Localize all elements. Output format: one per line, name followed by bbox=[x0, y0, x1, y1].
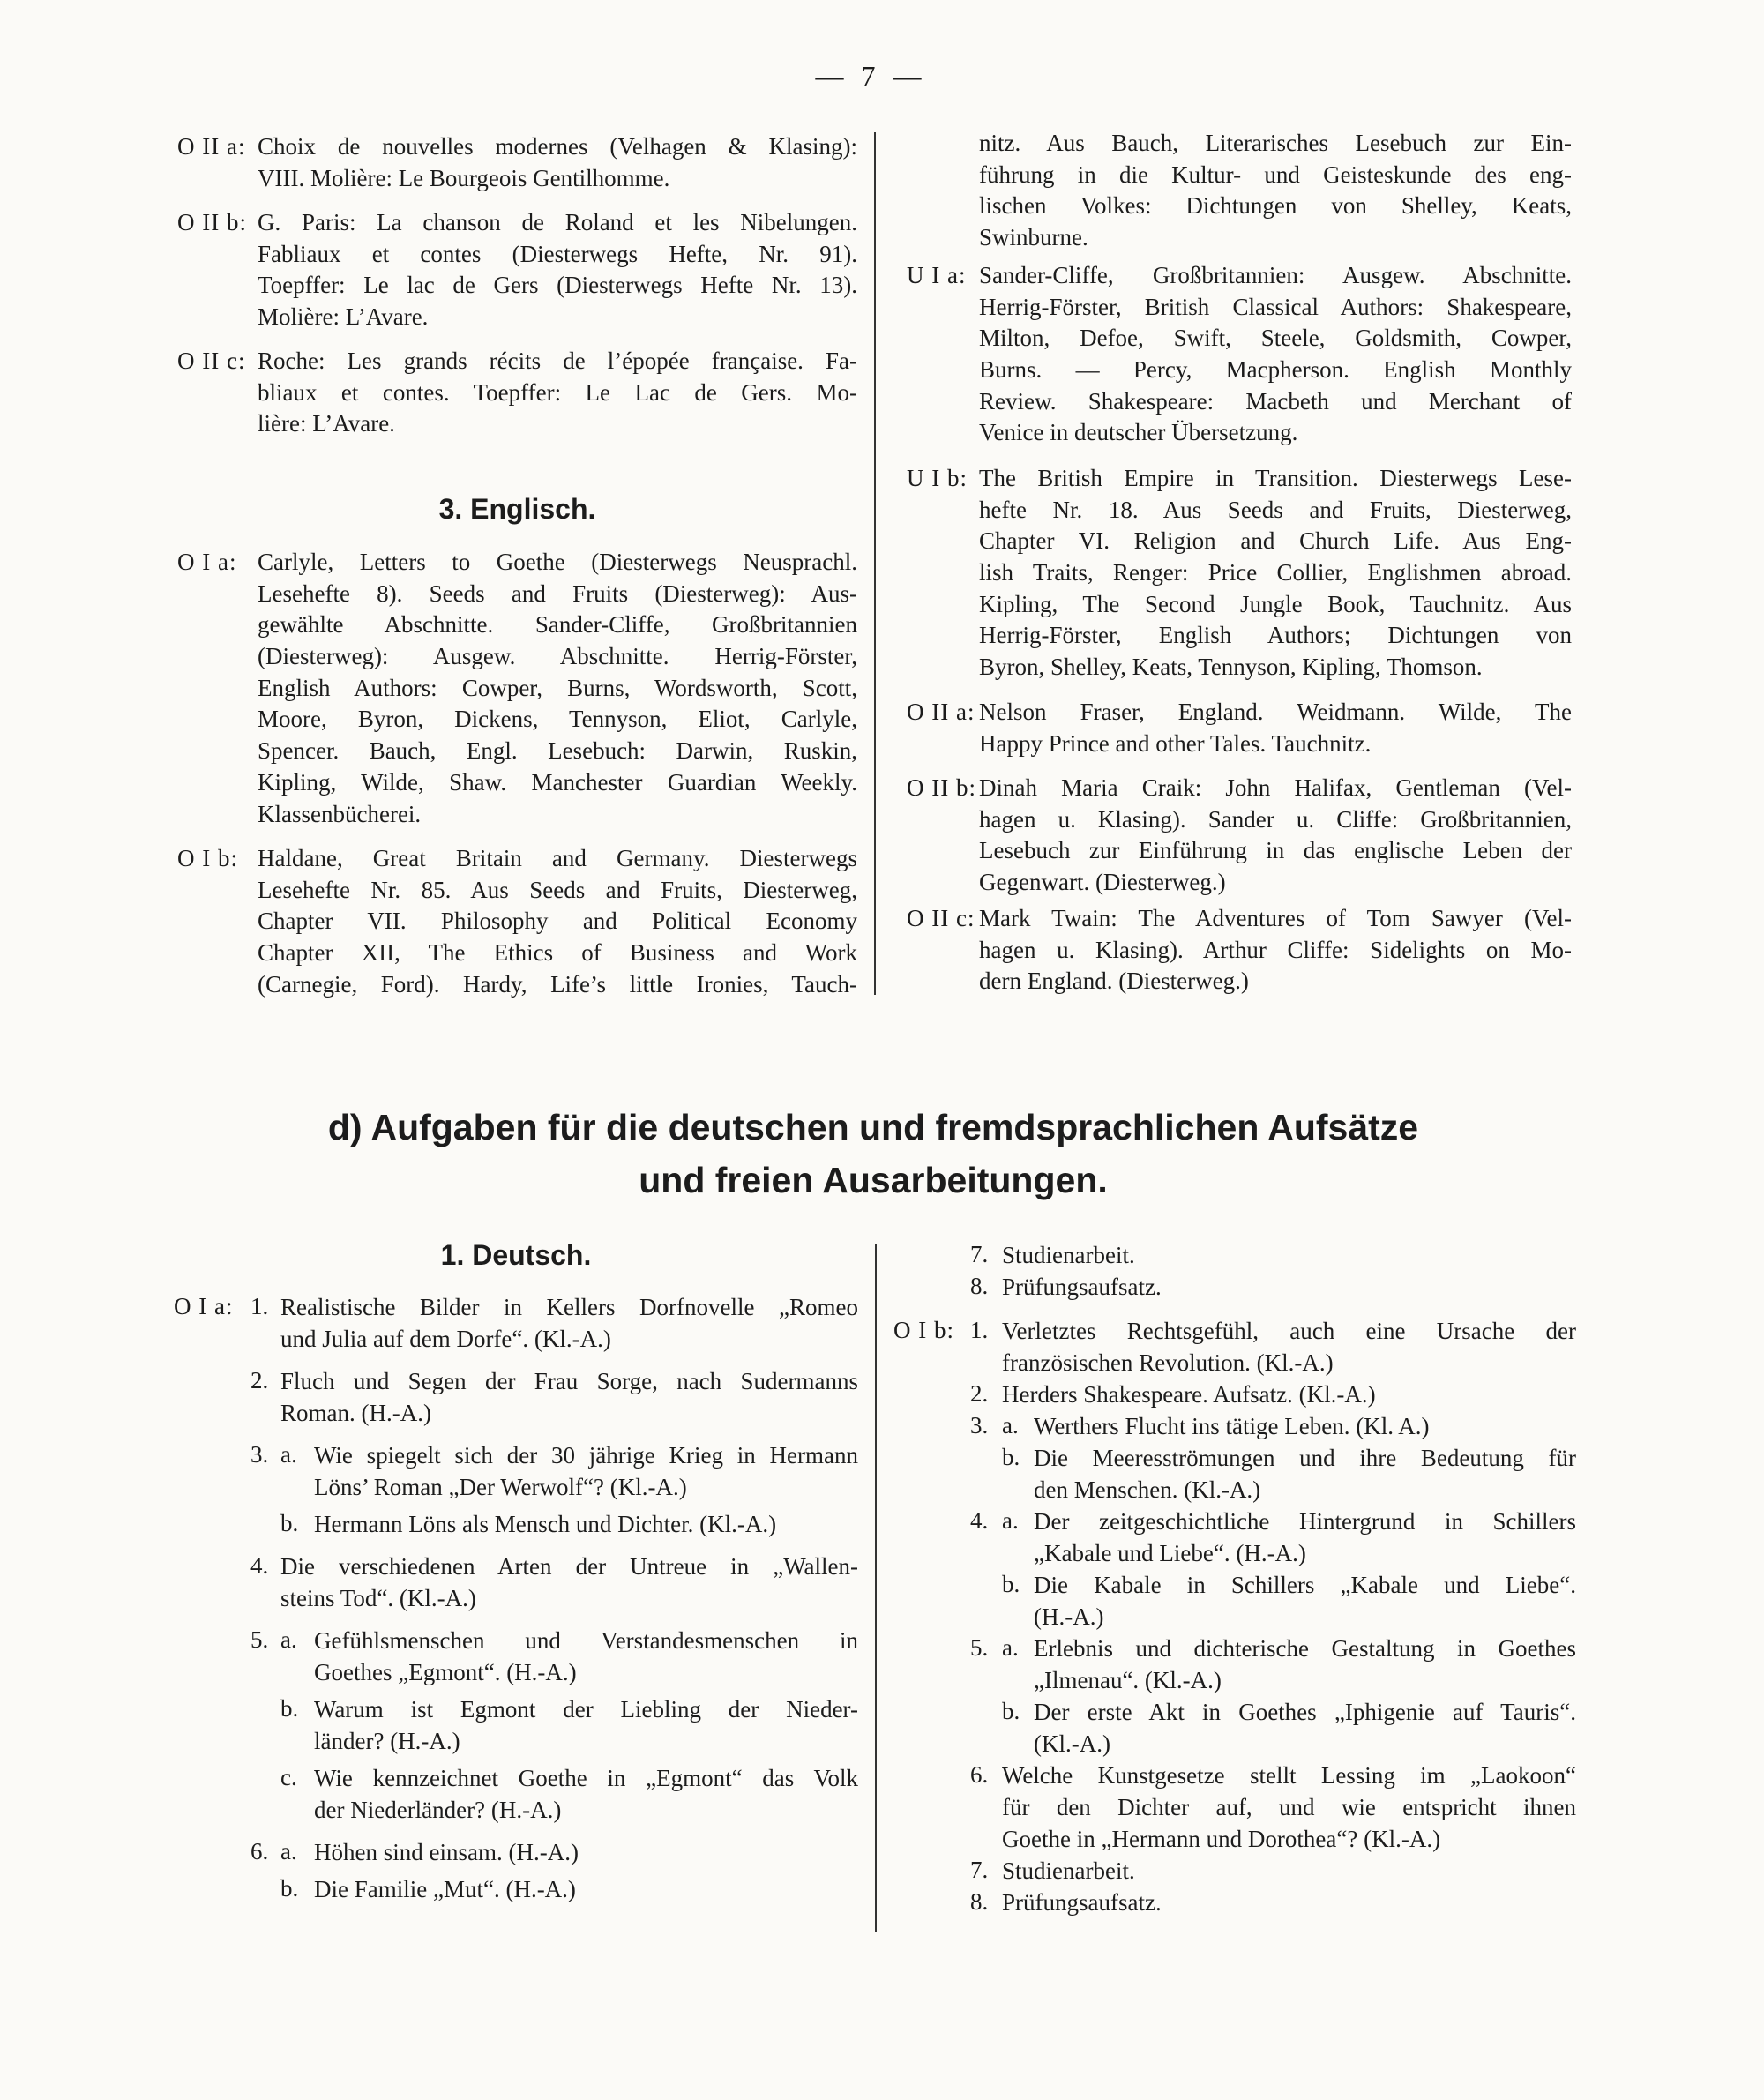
text-line: Moore, Byron, Dickens, Tennyson, Eliot, Carlyle, bbox=[258, 706, 857, 733]
entry-text bbox=[258, 547, 857, 830]
text-line: (H.-A.) bbox=[1034, 1603, 1104, 1630]
item-number: 6. bbox=[970, 1761, 989, 1788]
item-text bbox=[1034, 1633, 1576, 1696]
entry-text bbox=[258, 207, 857, 333]
item-text bbox=[1034, 1410, 1576, 1442]
column-divider-bottom bbox=[875, 1244, 877, 1932]
text-line: Haldane, Great Britain and Germany. Diesterwegs bbox=[258, 845, 857, 871]
essay-item bbox=[174, 1873, 858, 1905]
item-sub-letter: b. bbox=[280, 1875, 299, 1902]
class-label: O I a: bbox=[177, 549, 237, 575]
essay-item bbox=[174, 1291, 858, 1355]
text-line: bliaux et contes. Toepffer: Le Lac de Gers. Mo- bbox=[258, 378, 857, 406]
text-line: Lesehefte 8). Seeds and Fruits (Diesterweg): Aus- bbox=[258, 579, 857, 607]
text-line: G. Paris: La chanson de Roland et les Nibelungen. bbox=[258, 209, 857, 235]
essay-item bbox=[893, 1239, 1576, 1271]
item-number: 5. bbox=[970, 1634, 989, 1661]
essay-item bbox=[893, 1887, 1576, 1918]
text-line: lière: L’Avare. bbox=[258, 410, 395, 437]
entry-text bbox=[979, 697, 1572, 759]
item-text bbox=[1002, 1887, 1576, 1918]
item-sub-letter: a. bbox=[280, 1838, 297, 1865]
item-number: 3. bbox=[970, 1412, 989, 1439]
text-line: Choix de nouvelles modernes (Velhagen & Klasing): bbox=[258, 133, 857, 160]
class-label: U I b: bbox=[907, 465, 968, 491]
text-line: Roche: Les grands récits de l’épopée française. Fa- bbox=[258, 348, 857, 374]
text-line: Spencer. Bauch, Engl. Lesebuch: Darwin, Ruskin, bbox=[258, 737, 857, 765]
entry-text bbox=[979, 903, 1572, 998]
text-line: Löns’ Roman „Der Werwolf“? (Kl.-A.) bbox=[314, 1474, 687, 1500]
item-text bbox=[314, 1439, 858, 1503]
item-text bbox=[1002, 1315, 1576, 1379]
item-sub-letter: c. bbox=[280, 1764, 297, 1790]
text-line: Toepffer: Le lac de Gers (Diesterwegs Hefte Nr. 13). bbox=[258, 272, 857, 299]
text-line: Herders Shakespeare. Aufsatz. (Kl.-A.) bbox=[1002, 1381, 1376, 1408]
text-line: (Carnegie, Ford). Hardy, Life’s little Ironies, Tauch- bbox=[258, 970, 857, 998]
entry-text bbox=[258, 843, 857, 1000]
item-text bbox=[1034, 1569, 1576, 1633]
essay-item bbox=[893, 1506, 1576, 1569]
class-label: U I a: bbox=[907, 262, 967, 288]
text-line: der Niederländer? (H.-A.) bbox=[314, 1797, 562, 1823]
item-number: 7. bbox=[970, 1857, 989, 1883]
text-line: Verletztes Rechtsgefühl, auch eine Ursache der bbox=[1002, 1318, 1576, 1344]
essay-item bbox=[174, 1365, 858, 1429]
text-line: Goethe in „Hermann und Dorothea“? (Kl.-A.) bbox=[1002, 1826, 1441, 1852]
text-line: Die Meeresströmungen und ihre Bedeutung für bbox=[1034, 1445, 1576, 1471]
essay-item bbox=[174, 1762, 858, 1826]
text-line: Herrig-Förster, British Classical Authors: Shakespeare, bbox=[979, 293, 1572, 320]
text-line: Carlyle, Letters to Goethe (Diesterwegs Neusprachl. bbox=[258, 549, 857, 575]
text-line: Die verschiedenen Arten der Untreue in „Wallen- bbox=[280, 1553, 858, 1580]
text-line: Höhen sind einsam. (H.-A.) bbox=[314, 1839, 579, 1865]
entry bbox=[177, 131, 857, 194]
text-line: Kipling, Wilde, Shaw. Manchester Guardian Weekly. bbox=[258, 768, 857, 796]
essay-item bbox=[174, 1625, 858, 1688]
entry bbox=[907, 903, 1572, 998]
item-sub-letter: a. bbox=[280, 1626, 297, 1653]
section-heading: 3. Englisch. bbox=[438, 493, 596, 525]
text-line: Dinah Maria Craik: John Halifax, Gentleman (Vel- bbox=[979, 774, 1572, 801]
item-text bbox=[1002, 1855, 1576, 1887]
entry bbox=[907, 697, 1572, 759]
text-line: VIII. Molière: Le Bourgeois Gentilhomme. bbox=[258, 164, 670, 191]
essay-item bbox=[174, 1693, 858, 1757]
text-line: Chapter XII, The Ethics of Business and Work bbox=[258, 939, 857, 967]
text-line: Werthers Flucht ins tätige Leben. (Kl. A.) bbox=[1034, 1413, 1430, 1439]
entry bbox=[907, 260, 1572, 449]
item-text bbox=[1034, 1442, 1576, 1506]
text-line: Goethes „Egmont“. (H.-A.) bbox=[314, 1659, 577, 1685]
text-line: hagen u. Klasing). Sander u. Cliffe: Großbritannien, bbox=[979, 805, 1572, 833]
class-label: O II a: bbox=[177, 133, 246, 160]
text-line: Prüfungsaufsatz. bbox=[1002, 1274, 1162, 1300]
text-line: Fabliaux et contes (Diesterwegs Hefte, Nr. 91). bbox=[258, 240, 857, 267]
text-line: Herrig-Förster, English Authors; Dichtungen von bbox=[979, 622, 1572, 649]
section-d-title bbox=[0, 1101, 1746, 1207]
text-line: Gefühlsmenschen und Verstandesmenschen in bbox=[314, 1627, 858, 1654]
item-text bbox=[314, 1625, 858, 1688]
text-line: Warum ist Egmont der Liebling der Nieder- bbox=[314, 1696, 858, 1723]
item-text bbox=[1034, 1696, 1576, 1760]
class-label: O II a: bbox=[907, 699, 975, 725]
item-number: 7. bbox=[970, 1241, 989, 1267]
item-sub-letter: b. bbox=[1002, 1444, 1020, 1470]
entry bbox=[907, 773, 1572, 899]
page-number: — 7 — bbox=[815, 60, 927, 92]
item-sub-letter: b. bbox=[1002, 1698, 1020, 1724]
text-line: Mark Twain: The Adventures of Tom Sawyer (Vel- bbox=[979, 905, 1572, 931]
item-number: 1. bbox=[250, 1293, 269, 1319]
essay-item bbox=[893, 1271, 1576, 1303]
text-line: Erlebnis und dichterische Gestaltung in Goethes bbox=[1034, 1635, 1576, 1662]
text-line: „Kabale und Liebe“. (H.-A.) bbox=[1034, 1540, 1306, 1566]
text-line: Chapter VI. Religion and Church Life. Aus Eng- bbox=[979, 527, 1572, 555]
deutsch-heading: 1. Deutsch. bbox=[440, 1239, 592, 1271]
text-line: Fluch und Segen der Frau Sorge, nach Sudermanns bbox=[280, 1368, 858, 1394]
essay-item bbox=[893, 1633, 1576, 1696]
item-sub-letter: a. bbox=[1002, 1634, 1019, 1661]
entry bbox=[177, 346, 857, 440]
text-line: steins Tod“. (Kl.-A.) bbox=[280, 1585, 476, 1611]
item-number: 2. bbox=[970, 1380, 989, 1407]
text-line: Der zeitgeschichtliche Hintergrund in Schillers bbox=[1034, 1508, 1576, 1535]
essay-item bbox=[174, 1836, 858, 1868]
class-label: O I b: bbox=[893, 1317, 954, 1343]
text-line: Lesehefte Nr. 85. Aus Seeds and Fruits, Diesterweg, bbox=[258, 876, 857, 903]
essay-item bbox=[174, 1439, 858, 1503]
class-label: O I a: bbox=[174, 1293, 234, 1319]
essay-item bbox=[893, 1760, 1576, 1855]
text-line: „Ilmenau“. (Kl.-A.) bbox=[1034, 1667, 1222, 1693]
text-line: dern England. (Diesterweg.) bbox=[979, 968, 1249, 995]
item-text bbox=[1034, 1506, 1576, 1569]
entry bbox=[177, 843, 857, 1000]
essay-item bbox=[893, 1315, 1576, 1379]
essay-item bbox=[174, 1551, 858, 1614]
text-line: Roman. (H.-A.) bbox=[280, 1400, 431, 1426]
text-line: Happy Prince and other Tales. Tauchnitz. bbox=[979, 729, 1372, 757]
essay-item bbox=[174, 1508, 858, 1540]
item-text bbox=[314, 1508, 858, 1540]
class-label: O II b: bbox=[907, 774, 976, 801]
item-text bbox=[1002, 1271, 1576, 1303]
text-line: Review. Shakespeare: Macbeth und Merchant of bbox=[979, 387, 1572, 415]
text-line: Swinburne. bbox=[979, 224, 1088, 251]
text-line: Hermann Löns als Mensch und Dichter. (Kl.-A.) bbox=[314, 1511, 777, 1537]
class-label: O II c: bbox=[907, 905, 975, 931]
item-sub-letter: a. bbox=[1002, 1412, 1019, 1439]
text-line: für den Dichter auf, und wie entspricht ihnen bbox=[1002, 1794, 1576, 1820]
item-number: 8. bbox=[970, 1888, 989, 1915]
text-line: französischen Revolution. (Kl.-A.) bbox=[1002, 1349, 1334, 1376]
text-line: Studienarbeit. bbox=[1002, 1242, 1135, 1268]
item-text bbox=[314, 1762, 858, 1826]
item-text bbox=[280, 1365, 858, 1429]
item-text bbox=[1002, 1760, 1576, 1855]
bottom-left-column bbox=[174, 1291, 858, 1905]
text-line: Chapter VII. Philosophy and Political Economy bbox=[258, 908, 857, 935]
section-d-title-line-2: und freien Ausarbeitungen. bbox=[639, 1160, 1108, 1200]
entry-text bbox=[979, 260, 1572, 449]
item-text bbox=[314, 1873, 858, 1905]
text-line: Wie spiegelt sich der 30 jährige Krieg in Hermann bbox=[314, 1442, 858, 1469]
top-left-column bbox=[177, 0, 857, 1058]
text-line: Kipling, The Second Jungle Book, Tauchnitz. Aus bbox=[979, 590, 1572, 617]
text-line: Burns. — Percy, Macpherson. English Monthly bbox=[979, 356, 1572, 384]
essay-item bbox=[893, 1696, 1576, 1760]
text-line: Molière: L’Avare. bbox=[258, 303, 429, 331]
section-d-title-line-1: d) Aufgaben für die deutschen und fremdsprachlichen Aufsätze bbox=[327, 1107, 1419, 1147]
text-line: gewählte Abschnitte. Sander-Cliffe, Großbritannien bbox=[258, 611, 857, 639]
entry-text bbox=[979, 128, 1572, 254]
item-text bbox=[1002, 1239, 1576, 1271]
class-label: O II c: bbox=[177, 348, 246, 374]
text-line: länder? (H.-A.) bbox=[314, 1728, 460, 1754]
entry bbox=[907, 128, 1572, 254]
text-line: den Menschen. (Kl.-A.) bbox=[1034, 1476, 1261, 1503]
item-text bbox=[314, 1836, 858, 1868]
bottom-right-column bbox=[893, 1239, 1576, 1918]
item-number: 3. bbox=[250, 1441, 269, 1468]
entry-text bbox=[258, 131, 857, 194]
item-sub-letter: a. bbox=[280, 1441, 297, 1468]
item-sub-letter: b. bbox=[280, 1510, 299, 1536]
text-line: Sander-Cliffe, Großbritannien: Ausgew. Abschnitte. bbox=[979, 262, 1572, 288]
text-line: Venice in deutscher Übersetzung. bbox=[979, 419, 1298, 446]
item-number: 5. bbox=[250, 1626, 269, 1653]
item-number: 1. bbox=[970, 1317, 989, 1343]
item-sub-letter: b. bbox=[1002, 1571, 1020, 1597]
item-number: 6. bbox=[250, 1838, 269, 1865]
text-line: (Diesterweg): Ausgew. Abschnitte. Herrig-Förster, bbox=[258, 643, 857, 670]
class-label: O II b: bbox=[177, 209, 247, 235]
text-line: Gegenwart. (Diesterweg.) bbox=[979, 869, 1226, 896]
essay-item bbox=[893, 1379, 1576, 1410]
class-label: O I b: bbox=[177, 845, 238, 871]
item-sub-letter: a. bbox=[1002, 1507, 1019, 1534]
text-line: Prüfungsaufsatz. bbox=[1002, 1889, 1162, 1916]
entry-text bbox=[979, 773, 1572, 899]
text-line: English Authors: Cowper, Burns, Wordsworth, Scott, bbox=[258, 674, 857, 701]
entry bbox=[177, 207, 857, 333]
essay-item bbox=[893, 1569, 1576, 1633]
text-line: Milton, Defoe, Swift, Steele, Goldsmith, Cowper, bbox=[979, 325, 1572, 352]
text-line: (Kl.-A.) bbox=[1034, 1730, 1110, 1757]
top-right-column bbox=[907, 0, 1572, 1058]
text-line: Der erste Akt in Goethes „Iphigenie auf Tauris“. bbox=[1034, 1699, 1576, 1725]
text-line: hefte Nr. 18. Aus Seeds and Fruits, Diesterweg, bbox=[979, 496, 1572, 523]
item-number: 8. bbox=[970, 1273, 989, 1299]
item-number: 2. bbox=[250, 1367, 269, 1394]
item-text bbox=[1002, 1379, 1576, 1410]
text-line: hagen u. Klasing). Arthur Cliffe: Sidelights on Mo- bbox=[979, 936, 1572, 963]
entry bbox=[907, 463, 1572, 684]
text-line: Klassenbücherei. bbox=[258, 800, 422, 827]
text-line: Nelson Fraser, England. Weidmann. Wilde, The bbox=[979, 699, 1572, 725]
text-line: The British Empire in Transition. Diesterwegs Lese- bbox=[979, 465, 1572, 491]
text-line: Die Kabale in Schillers „Kabale und Liebe“. bbox=[1034, 1572, 1576, 1598]
deutsch-heading-wrap bbox=[174, 1237, 858, 1273]
entry-text bbox=[979, 463, 1572, 684]
text-line: Lesebuch zur Einführung in das englische Leben der bbox=[979, 837, 1572, 864]
entry-text bbox=[258, 346, 857, 440]
text-line: und Julia auf dem Dorfe“. (Kl.-A.) bbox=[280, 1326, 611, 1352]
text-line: Studienarbeit. bbox=[1002, 1857, 1135, 1884]
column-divider-top bbox=[874, 132, 876, 995]
text-line: Die Familie „Mut“. (H.-A.) bbox=[314, 1876, 576, 1902]
text-line: lischen Volkes: Dichtungen von Shelley, Keats, bbox=[979, 192, 1572, 220]
item-text bbox=[280, 1551, 858, 1614]
text-line: lish Traits, Renger: Price Collier, Englishmen abroad. bbox=[979, 559, 1572, 587]
entry bbox=[177, 547, 857, 830]
text-line: Realistische Bilder in Kellers Dorfnovelle „Romeo bbox=[280, 1294, 858, 1320]
essay-item bbox=[893, 1442, 1576, 1506]
essay-item bbox=[893, 1410, 1576, 1442]
text-line: führung in die Kultur- und Geisteskunde des eng- bbox=[979, 161, 1572, 188]
item-sub-letter: b. bbox=[280, 1695, 299, 1722]
item-number: 4. bbox=[250, 1552, 269, 1579]
item-text bbox=[314, 1693, 858, 1757]
item-number: 4. bbox=[970, 1507, 989, 1534]
text-line: nitz. Aus Bauch, Literarisches Lesebuch zur Ein- bbox=[979, 130, 1572, 156]
text-line: Byron, Shelley, Keats, Tennyson, Kipling, Thomson. bbox=[979, 654, 1483, 681]
item-text bbox=[280, 1291, 858, 1355]
text-line: Wie kennzeichnet Goethe in „Egmont“ das Volk bbox=[314, 1765, 858, 1791]
text-line: Welche Kunstgesetze stellt Lessing im „Laokoon“ bbox=[1002, 1762, 1576, 1789]
essay-item bbox=[893, 1855, 1576, 1887]
